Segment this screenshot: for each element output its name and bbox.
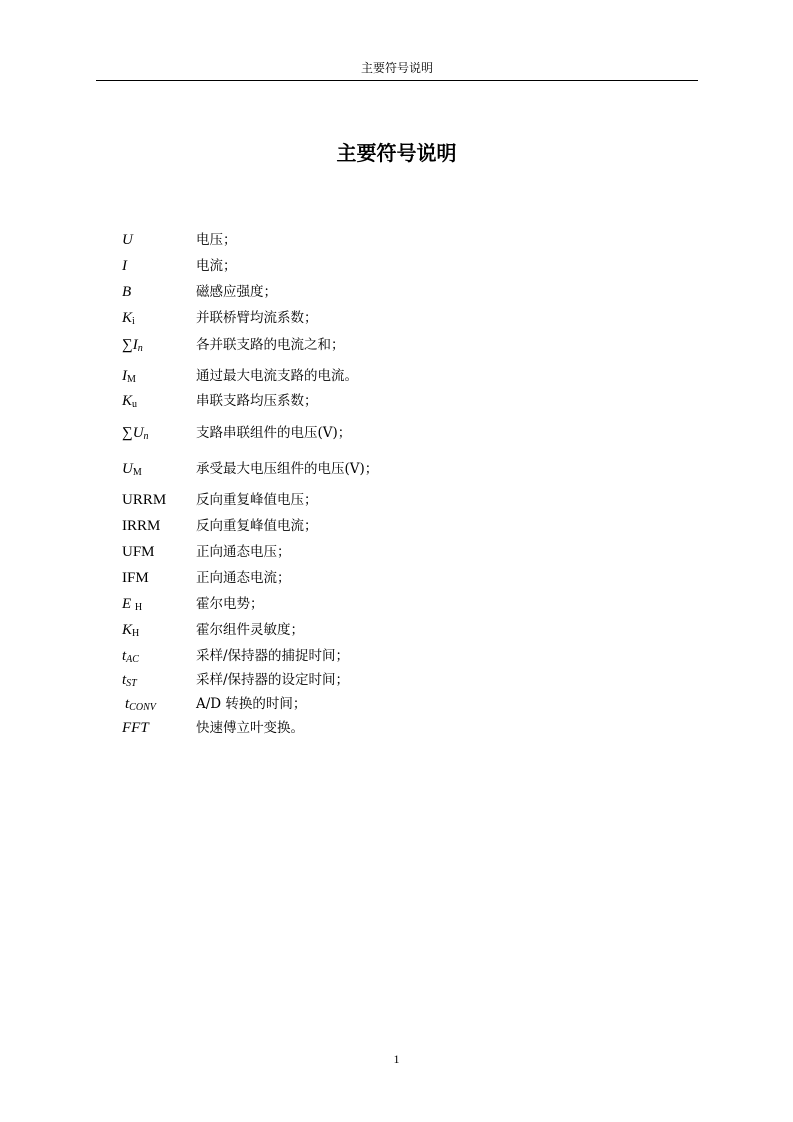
symbol: $\sum U_n$	[122, 425, 149, 442]
symbol-description: 霍尔电势；	[196, 596, 264, 612]
symbol-row	[0, 423, 700, 447]
symbol-row	[0, 594, 700, 618]
symbol-row	[0, 568, 700, 592]
symbol-description: 采样/保持器的捕捉时间；	[196, 648, 350, 664]
symbol: UFM	[122, 544, 155, 560]
symbol-row	[0, 516, 700, 540]
symbol-row	[0, 459, 700, 483]
symbol-row	[0, 308, 700, 332]
symbol-description: 电流；	[196, 258, 237, 274]
symbol-description: 采样/保持器的设定时间；	[196, 672, 350, 688]
symbol-description: A/D 转换的时间；	[196, 696, 307, 712]
symbol: $I_M$	[122, 368, 136, 385]
symbol-row	[0, 490, 700, 514]
symbol-row	[0, 230, 700, 254]
page-number: 1	[393, 1052, 400, 1066]
symbol: E $_H$	[122, 596, 143, 613]
symbol-row	[0, 646, 700, 670]
symbol: $K_H$	[122, 622, 140, 639]
symbol: $K_i$	[122, 310, 135, 327]
symbol-description: 反向重复峰值电流；	[196, 518, 318, 534]
symbol-description: 支路串联组件的电压(V)；	[196, 425, 352, 441]
symbol-subscript: AC	[126, 654, 139, 665]
symbol-subscript: CONV	[129, 702, 156, 713]
symbol: URRM	[122, 492, 167, 508]
symbol-subscript: M	[127, 374, 136, 385]
symbol-row	[0, 718, 700, 742]
symbol-description: 串联支路均压系数；	[196, 393, 318, 409]
symbol-subscript: H	[132, 628, 140, 639]
symbol: IRRM	[122, 518, 161, 534]
symbol-row	[0, 620, 700, 644]
symbol: $K_u$	[122, 393, 138, 410]
symbol-description: 承受最大电压组件的电压(V)；	[196, 461, 379, 477]
page-title: 主要符号说明	[336, 141, 457, 165]
symbol: FFT	[122, 720, 149, 736]
symbol-description: 正向通态电压；	[196, 544, 291, 560]
symbol-description: 电压；	[196, 232, 237, 248]
symbol: $t_{CONV}$	[125, 696, 156, 713]
symbol-description: 霍尔组件灵敏度；	[196, 622, 304, 638]
symbol-subscript: ST	[126, 678, 137, 689]
symbol-subscript: n	[143, 431, 149, 442]
symbol-description: 通过最大电流支路的电流。	[196, 368, 358, 384]
symbol-row	[0, 256, 700, 280]
symbol-row	[0, 391, 700, 415]
symbol-description: 正向通态电流；	[196, 570, 291, 586]
symbol-row	[0, 670, 700, 694]
symbol: $U_M$	[122, 461, 142, 478]
symbol-subscript: H	[134, 602, 143, 613]
symbol-description: 快速傅立叶变换。	[196, 720, 304, 736]
symbol: B	[122, 284, 132, 300]
header-rule	[96, 80, 698, 81]
symbol-subscript: n	[137, 343, 143, 354]
symbol-description: 磁感应强度；	[196, 284, 277, 300]
symbol: I	[122, 258, 127, 274]
symbol-row	[0, 335, 700, 359]
symbol: $t_{AC}$	[122, 648, 139, 665]
symbol-description: 并联桥臂均流系数；	[196, 310, 318, 326]
running-header: 主要符号说明	[360, 61, 433, 75]
symbol-row	[0, 282, 700, 306]
symbol: U	[122, 232, 133, 248]
symbol: $\sum I_n$	[122, 337, 143, 354]
symbol-subscript: u	[132, 399, 138, 410]
symbol-row	[0, 694, 700, 718]
symbol: IFM	[122, 570, 149, 586]
symbol-subscript: i	[132, 316, 135, 327]
symbol-subscript: M	[132, 467, 142, 478]
symbol-row	[0, 366, 700, 390]
symbol-description: 各并联支路的电流之和；	[196, 337, 345, 353]
symbol-description: 反向重复峰值电压；	[196, 492, 318, 508]
symbol-row	[0, 542, 700, 566]
symbol: $t_{ST}$	[122, 672, 137, 689]
